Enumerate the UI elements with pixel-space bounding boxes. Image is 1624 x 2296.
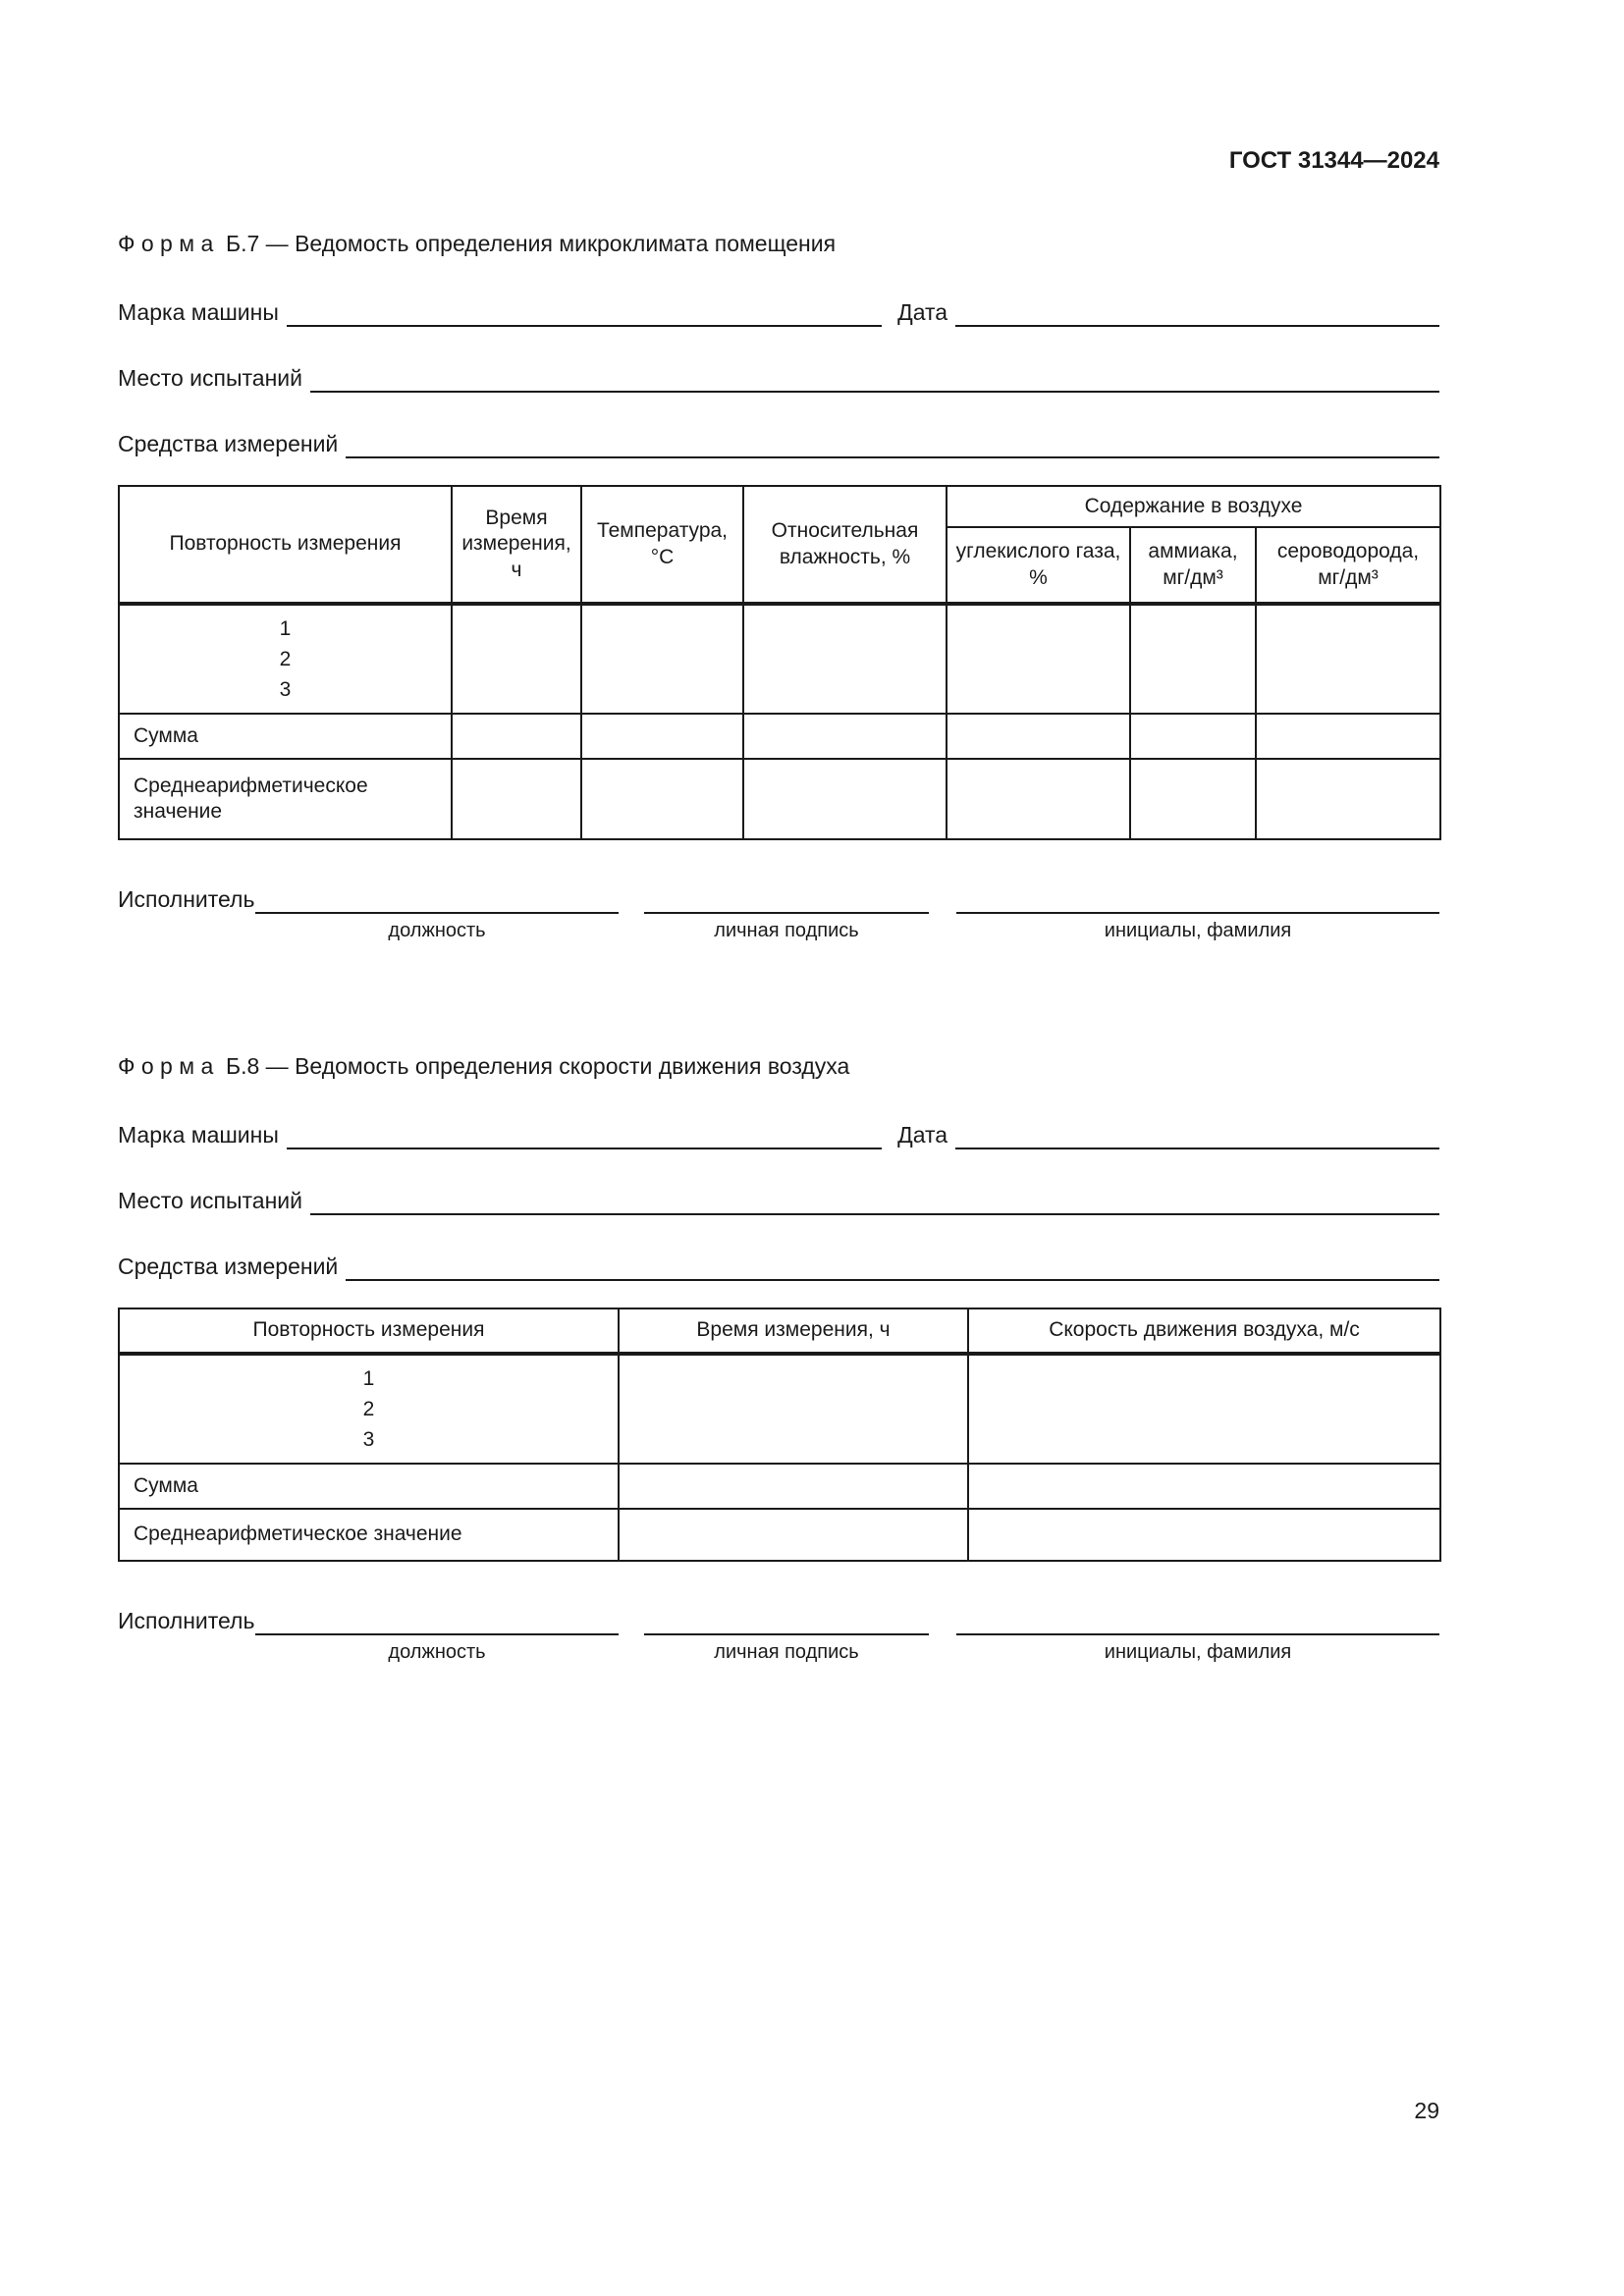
repetition-2: 2 xyxy=(279,648,292,670)
form-b8-executor-line xyxy=(118,1607,1439,1635)
col-ammonia-header: аммиака, мг/дм³ xyxy=(1130,527,1256,604)
empty-cell xyxy=(947,714,1130,759)
form-b7-header-row-1 xyxy=(119,486,1440,527)
place-label: Место испытаний xyxy=(118,365,302,391)
empty-cell xyxy=(619,1354,968,1464)
form-b8-header-row xyxy=(119,1308,1440,1354)
empty-cell xyxy=(581,604,743,714)
empty-cell xyxy=(1256,604,1440,714)
place-label: Место испытаний xyxy=(118,1188,302,1213)
empty-cell xyxy=(947,759,1130,839)
initials-caption: инициалы, фамилия xyxy=(1104,1641,1292,1663)
form-b7-title: Ф о р м а Б.7 — Ведомость определения микроклимата помещения xyxy=(118,231,837,256)
form-b8-machine-date-line xyxy=(118,1121,1439,1149)
col-repetition-header: Повторность измерения xyxy=(119,1308,619,1354)
form-b8 xyxy=(118,1052,1439,1664)
col-time-header: Время измерения, ч xyxy=(619,1308,968,1354)
form-b7-executor-captions xyxy=(118,919,1439,942)
machine-label: Марка машины xyxy=(118,1122,279,1148)
repetition-numbers-cell xyxy=(119,1354,619,1464)
repetition-1: 1 xyxy=(279,617,292,640)
form-b8-title: Ф о р м а Б.8 — Ведомость определения скорости движения воздуха xyxy=(118,1053,850,1079)
col-humidity-header: Относительная влажность, % xyxy=(743,486,947,604)
mean-label-cell: Среднеарифметическое значение xyxy=(119,759,452,839)
document-header: ГОСТ 31344—2024 xyxy=(1228,147,1439,174)
form-b7-place-line xyxy=(118,364,1439,393)
date-blank-line xyxy=(955,298,1439,327)
empty-cell xyxy=(743,759,947,839)
form-b7-sum-row xyxy=(119,714,1440,759)
empty-cell xyxy=(968,1354,1440,1464)
executor-name-blank xyxy=(956,1607,1439,1635)
empty-cell xyxy=(452,714,581,759)
empty-cell xyxy=(1256,714,1440,759)
form-b8-executor-captions xyxy=(118,1640,1439,1664)
empty-cell xyxy=(743,604,947,714)
instruments-blank-line xyxy=(346,430,1439,458)
empty-cell xyxy=(452,759,581,839)
form-b7-instruments-line xyxy=(118,430,1439,458)
col-temperature-header: Температура, °С xyxy=(581,486,743,604)
executor-signature-blank xyxy=(644,885,929,914)
form-b7-machine-date-line xyxy=(118,298,1439,327)
empty-cell xyxy=(619,1509,968,1561)
machine-blank-line xyxy=(287,1121,882,1149)
form-b7 xyxy=(118,230,1439,942)
empty-cell xyxy=(1130,714,1256,759)
executor-label: Исполнитель xyxy=(118,886,255,912)
repetition-2: 2 xyxy=(362,1398,375,1420)
machine-label: Марка машины xyxy=(118,299,279,325)
machine-blank-line xyxy=(287,298,882,327)
instruments-label: Средства измерений xyxy=(118,431,339,456)
empty-cell xyxy=(947,604,1130,714)
executor-signature-blank xyxy=(644,1607,929,1635)
sum-label-cell: Сумма xyxy=(119,1464,619,1509)
form-b8-mean-row xyxy=(119,1509,1440,1561)
col-co2-header: углекислого газа, % xyxy=(947,527,1130,604)
form-b7-mean-row xyxy=(119,759,1440,839)
place-blank-line xyxy=(310,364,1439,393)
col-h2s-header: сероводорода, мг/дм³ xyxy=(1256,527,1440,604)
form-b7-repetitions-row xyxy=(119,604,1440,714)
empty-cell xyxy=(452,604,581,714)
instruments-blank-line xyxy=(346,1253,1439,1281)
position-caption: должность xyxy=(388,920,486,941)
form-b8-sum-row xyxy=(119,1464,1440,1509)
mean-label-cell: Среднеарифметическое значение xyxy=(119,1509,619,1561)
position-caption: должность xyxy=(388,1641,486,1663)
repetition-3: 3 xyxy=(362,1428,375,1451)
col-repetition-header: Повторность измерения xyxy=(119,486,452,604)
executor-position-blank xyxy=(255,1607,619,1635)
empty-cell xyxy=(968,1464,1440,1509)
empty-cell xyxy=(581,759,743,839)
repetition-1: 1 xyxy=(362,1367,375,1390)
executor-label: Исполнитель xyxy=(118,1608,255,1633)
empty-cell xyxy=(1256,759,1440,839)
repetition-numbers-cell xyxy=(119,604,452,714)
form-b8-place-line xyxy=(118,1187,1439,1215)
col-time-header: Время измерения, ч xyxy=(452,486,581,604)
form-b7-executor-line xyxy=(118,885,1439,914)
empty-cell xyxy=(1130,604,1256,714)
date-label: Дата xyxy=(897,299,948,325)
empty-cell xyxy=(1130,759,1256,839)
signature-caption: личная подпись xyxy=(714,920,859,941)
date-label: Дата xyxy=(897,1122,948,1148)
sum-label-cell: Сумма xyxy=(119,714,452,759)
page-number: 29 xyxy=(1414,2098,1439,2123)
date-blank-line xyxy=(955,1121,1439,1149)
place-blank-line xyxy=(310,1187,1439,1215)
empty-cell xyxy=(619,1464,968,1509)
empty-cell xyxy=(581,714,743,759)
col-air-speed-header: Скорость движения воздуха, м/с xyxy=(968,1308,1440,1354)
executor-position-blank xyxy=(255,885,619,914)
initials-caption: инициалы, фамилия xyxy=(1104,920,1292,941)
form-b8-table xyxy=(118,1308,1441,1562)
executor-name-blank xyxy=(956,885,1439,914)
empty-cell xyxy=(968,1509,1440,1561)
form-b8-repetitions-row xyxy=(119,1354,1440,1464)
empty-cell xyxy=(743,714,947,759)
instruments-label: Средства измерений xyxy=(118,1254,339,1279)
form-b8-instruments-line xyxy=(118,1253,1439,1281)
repetition-3: 3 xyxy=(279,678,292,701)
form-b7-table xyxy=(118,485,1441,840)
col-air-content-header: Содержание в воздухе xyxy=(947,486,1440,527)
signature-caption: личная подпись xyxy=(714,1641,859,1663)
